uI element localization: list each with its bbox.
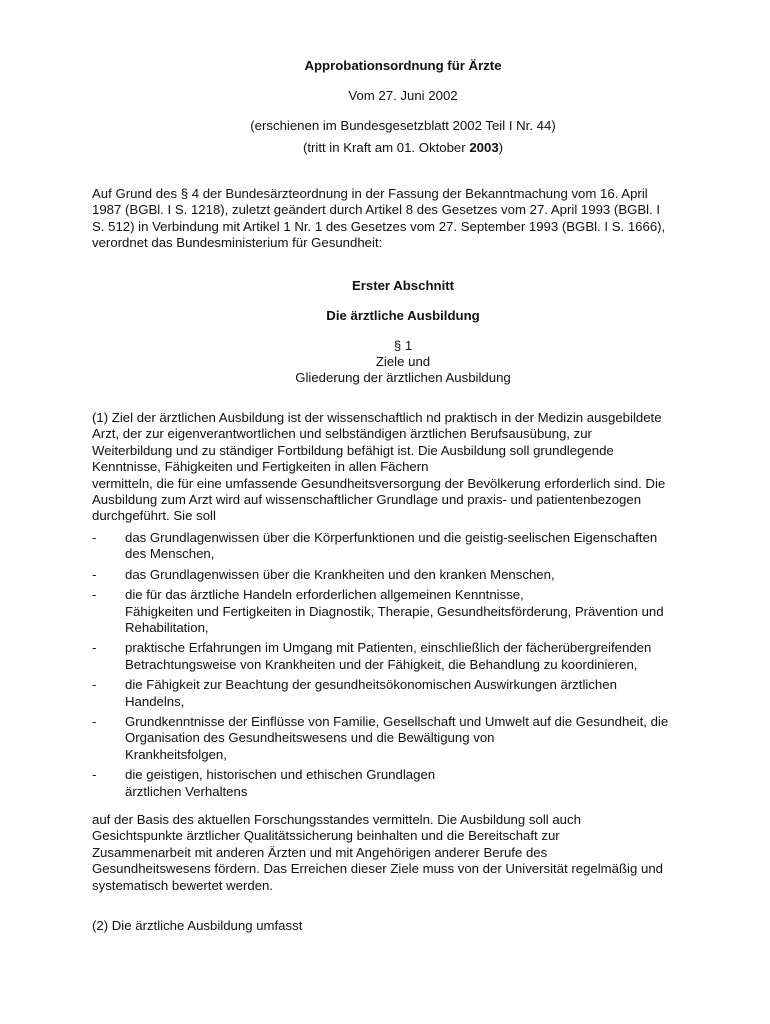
preamble-line: verordnet das Bundesministerium für Gesundheit: xyxy=(92,235,383,251)
paragraph-line: durchgeführt. Sie soll xyxy=(92,508,216,524)
preamble-line: 1987 (BGBl. I S. 1218), zuletzt geändert durch Artikel 8 des Gesetzes vom 27. April 1993 (BGBl. I xyxy=(92,202,661,218)
paragraph-line: auf der Basis des aktuellen Forschungsstandes vermitteln. Die Ausbildung soll auch xyxy=(92,812,581,827)
list-item-line: die geistigen, historischen und ethischen Grundlagen xyxy=(125,767,436,783)
list-item-line: Grundkenntnisse der Einflüsse von Familie, Gesellschaft und Umwelt auf die Gesundheit, die xyxy=(125,714,669,730)
paragraph-line: (1) Ziel der ärztlichen Ausbildung ist der wissenschaftlich nd praktisch in der Medizin ausgebildete xyxy=(92,410,662,425)
publication-note: (erschienen im Bundesgesetzblatt 2002 Teil I Nr. 44) xyxy=(250,118,556,133)
list-item xyxy=(92,640,722,673)
effective-prefix: (tritt in Kraft am 01. Oktober xyxy=(302,140,470,155)
document-date: Vom 27. Juni 2002 xyxy=(348,88,458,103)
paragraph-line: Ausbildung zum Arzt wird auf wissenschaftlicher Grundlage und praxis- und patientenbezogen xyxy=(92,492,642,508)
paragraph-number: § 1 xyxy=(393,338,413,353)
list-dash: - xyxy=(92,530,97,545)
list-item xyxy=(92,677,722,710)
paragraph-1 xyxy=(92,410,722,525)
list-item-line: Organisation des Gesundheitswesens und die Bewältigung von xyxy=(125,730,495,746)
list-dash: - xyxy=(92,677,97,693)
paragraph-line: Gesichtspunkte ärztlicher Qualitätssicherung beinhalten und die Bereitschaft zur xyxy=(92,828,560,844)
list-dash: - xyxy=(92,587,97,603)
list-item-line: Betrachtungsweise von Krankheiten und der Fähigkeit, die Behandlung zu koordinieren, xyxy=(125,656,638,672)
goals-list xyxy=(92,530,722,800)
list-dash: - xyxy=(92,767,97,783)
list-item xyxy=(92,567,722,583)
list-item xyxy=(92,530,722,563)
list-item-line: des Menschen, xyxy=(125,546,215,562)
paragraph-line: Weiterbildung und zu ständiger Fortbildung befähigt ist. Die Ausbildung soll grundlegende xyxy=(92,442,614,458)
list-item-line: Fähigkeiten und Fertigkeiten in Diagnostik, Therapie, Gesundheitsförderung, Prävention und xyxy=(125,603,664,619)
paragraph-title-line-2: Gliederung der ärztlichen Ausbildung xyxy=(295,370,511,385)
paragraph-line: vermitteln, die für eine umfassende Gesundheitsversorgung der Bevölkerung erforderlich sind. Die xyxy=(92,475,666,491)
list-item xyxy=(92,767,722,800)
list-item-line: Rehabilitation, xyxy=(125,620,209,636)
effective-suffix: ) xyxy=(498,140,504,155)
document-title: Approbationsordnung für Ärzte xyxy=(304,58,502,73)
paragraph-line: Zusammenarbeit mit anderen Ärzten und mit Angehörigen anderer Berufe des xyxy=(92,844,548,860)
effective-note xyxy=(0,140,770,156)
list-item xyxy=(92,714,722,763)
paragraph-2: (2) Die ärztliche Ausbildung umfasst xyxy=(92,918,303,933)
list-dash: - xyxy=(92,566,97,582)
paragraph-line: Kenntnisse, Fähigkeiten und Fertigkeiten in allen Fächern xyxy=(92,459,429,475)
list-item-line: das Grundlagenwissen über die Körperfunktionen und die geistig-seelischen Eigenschaften xyxy=(125,530,658,545)
preamble-line: Auf Grund des § 4 der Bundesärzteordnung in der Fassung der Bekanntmachung vom 16. April xyxy=(92,186,648,201)
list-item-line: die Fähigkeit zur Beachtung der gesundheitsökonomischen Auswirkungen ärztlichen xyxy=(125,677,617,693)
list-item-line: Krankheitsfolgen, xyxy=(125,746,227,762)
paragraph-line: Gesundheitswesens fördern. Das Erreichen dieser Ziele muss von der Universität regelmäßig und xyxy=(92,861,663,877)
paragraph-line: systematisch bewertet werden. xyxy=(92,877,274,893)
section-heading: Erster Abschnitt xyxy=(351,278,455,293)
list-item-line: die für das ärztliche Handeln erforderlichen allgemeinen Kenntnisse, xyxy=(125,587,524,603)
section-title: Die ärztliche Ausbildung xyxy=(326,308,480,323)
list-dash: - xyxy=(92,714,97,730)
preamble-line: S. 512) in Verbindung mit Artikel 1 Nr. 1 des Gesetzes vom 27. September 1993 (BGBl. I S. 1666), xyxy=(92,218,666,234)
list-item-line: Handelns, xyxy=(125,693,185,709)
list-dash: - xyxy=(92,640,97,656)
list-item xyxy=(92,587,722,636)
paragraph-title-line-1: Ziele und xyxy=(375,354,431,369)
list-item-line: das Grundlagenwissen über die Krankheiten und den kranken Menschen, xyxy=(125,566,555,582)
paragraph-line: Arzt, der zur eigenverantwortlichen und selbständigen ärztlichen Berufsausübung, zur xyxy=(92,426,592,442)
preamble xyxy=(92,186,722,252)
effective-year: 2003 xyxy=(469,140,499,155)
list-item-line: praktische Erfahrungen im Umgang mit Patienten, einschließlich der fächerübergreifenden xyxy=(125,640,652,656)
list-item-line: ärztlichen Verhaltens xyxy=(125,783,248,799)
paragraph-1-conclusion xyxy=(92,812,722,894)
